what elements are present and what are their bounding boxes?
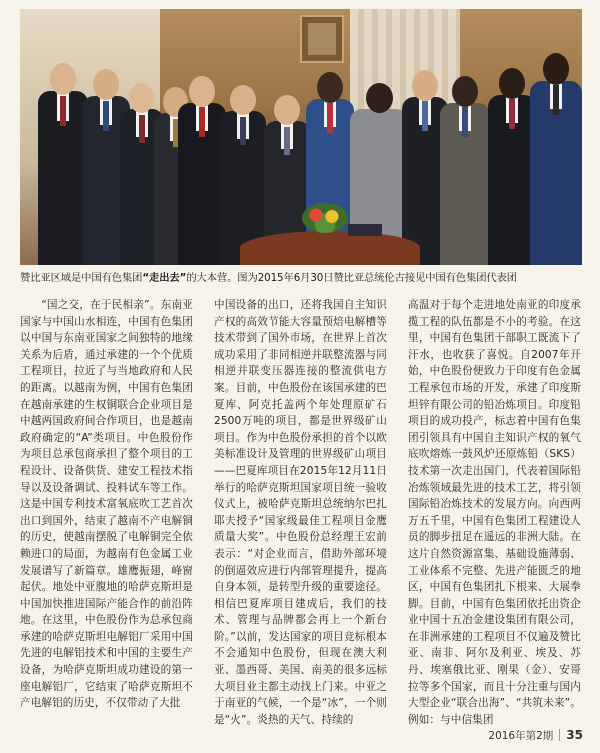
photo-person [440, 67, 490, 265]
photo-flowers [302, 203, 348, 233]
footer-separator [559, 729, 560, 741]
caption-part1: 赞比亚区域是中国有色集团 [20, 272, 143, 284]
article-column-3 [408, 297, 581, 728]
caption-quote: “走出去” [142, 272, 187, 284]
photo-portrait-frame [300, 15, 344, 63]
column-text: “国之交，在于民相亲”。东南亚国家与中国山水相连，中国有色集团以中国与东南亚国家之间独特的地缘关系为后盾，通过承建的一个个优质工程项目，拉近了与当地政府和人民的距离。以越南为例，中国有色集团在越南承建的生权铜联合企业项目是中越两国政府间合作项目，也是越南政府确定的“A”类项目。中色股份作为项目总承包商承担了整个项目的工程设计、设备供货、建安工程技术指导以及设备调试、投料试车等工作。这是中国专利技术富氧底吹工艺首次出口到国外，结束了越南不产电解铜的历史，使越南摆脱了电解铜完全依赖进口的局面，为越南有色金属工业发展谱写了新篇章。雄鹰振翅，峰窗起伏。地处中亚腹地的哈萨克斯坦是中国加快推进国际产能合作的前沿阵地。在这里，中色股份作为总承包商承建的哈萨克斯坦电解铝厂采用中国先进的电解铝技术和中国的主要生产设备，为哈萨克斯坦成功建设的第一座电解铝厂，它结束了哈萨克斯坦不产电解铝的历史，不仅带动了大批 [20, 299, 193, 710]
photo-person [178, 67, 226, 265]
photo-gift-box [348, 224, 382, 236]
photo-person [530, 45, 582, 265]
caption-part2: 的大本营。图为2015年6月30日赞比亚总统伦古接见中国有色集团代表团 [186, 272, 517, 284]
column-text: 中国设备的出口，还将我国自主知识产权的高效节能大容量预焙电解槽等技术带到了国外市场，在世界上首次成功采用了非同相逆并联整流器与同相逆并联变压器连接的整流供电方案。目前，中色股份在该国承建的巴夏库、阿克托盖两个年处理原矿石2500万吨的项目，都是世界级矿山项目。作为中色股份承担的首个以欧美标准设计及管理的世界级矿山项目——巴夏库项目在2015年12月11日举行的哈萨克斯坦国家项目统一验收仪式上，被哈萨克斯坦总统纳尔巴扎耶夫授予“国家级最佳工程项目金鹰质量大奖”。中色股份总经理王宏前表示：“对企业而言，借助外部环境的倒逼效应进行内部管理提升，提高自身本领，是转型升级的重要途径。相信巴夏库项目建成后，我们的技术、管理与品牌都会再上一个新台阶。”以前，发达国家的项目竞标根本不会通知中色股份，但现在澳大利亚、墨西哥、美国、南美的很多远标大项目业主都主动找上门来。中亚之于南亚的气候，一个是“冰”，一个则是“火”。炎热的天气、持续的 [214, 299, 387, 726]
column-text: 高温对于每个走进地处南亚的印度承揽工程的队伍都是不小的考验。在这里，中国有色集团干部职工既流下了汗水，也收获了喜悦。自2007年开始，中色股份便致力于印度有色金属工程承包市场的开发，承建了印度斯坦锌有限公司的铅冶炼项目。印度铅项目的成功投产，标志着中国有色集团引领具有中国自主知识产权的氧气底吹熔炼一鼓风炉还原炼铅（SKS）技术第一次走出国门，代表着国际铅冶炼领域最先进的技术工艺，将引领国际铅冶炼技术的发展方向。向西两万五千里，中国有色集团工程建设人员的脚步扭足在遥远的非洲大陆。在这片自然资源富集、基础设施薄弱、工业体系不完整、先进产能匮乏的地区，中国有色集团扎下根来、大展拳脚。目前，中国有色集团依托出资企业中国十五冶金建设集团有限公司，在非洲承建的工程项目不仅遍及赞比亚、南非、阿尔及利亚、埃及、苏丹、埃塞俄比亚、刚果（金）、安哥拉等多个国家，而且十分注重与国内大型企业“联合出海”、“共筑未来”。例如：与中信集团 [408, 299, 581, 726]
delegation-photo [20, 9, 582, 265]
photo-table [240, 231, 420, 265]
photo-caption [20, 268, 582, 288]
photo-person [488, 59, 536, 265]
photo-person [38, 55, 88, 265]
page-number: 35 [566, 728, 583, 742]
issue-label: 2016年第2期 [488, 730, 554, 742]
article-column-1 [20, 297, 193, 712]
page-footer [488, 726, 583, 744]
article-column-2 [214, 297, 387, 728]
